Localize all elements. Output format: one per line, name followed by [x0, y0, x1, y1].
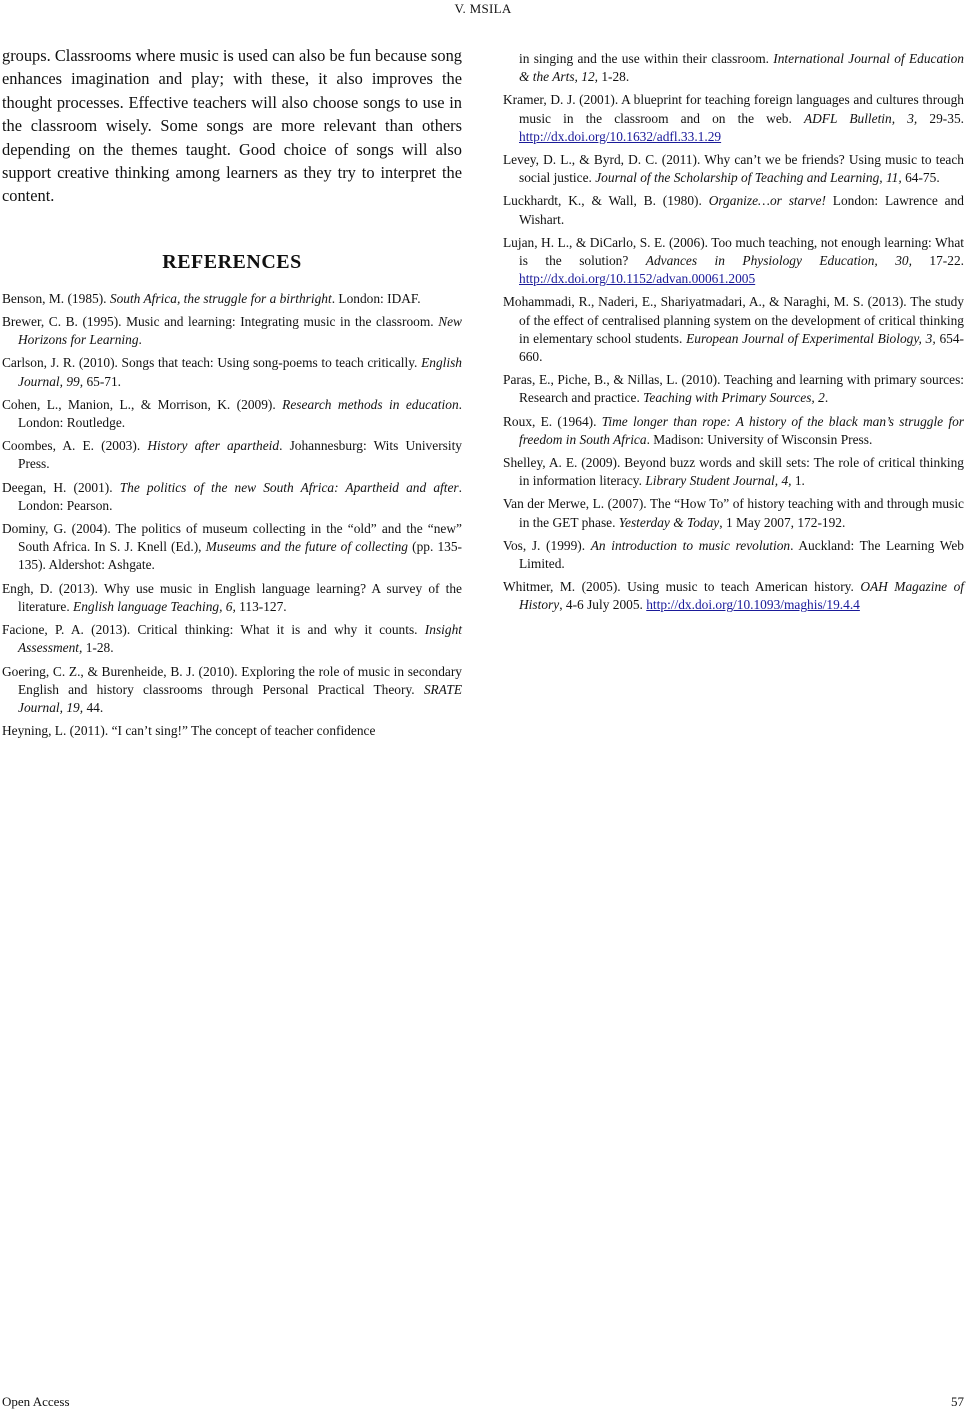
reference-text: Luckhardt, K., & Wall, B. (1980).: [503, 193, 709, 209]
reference-italic: Museums and the future of collecting: [205, 539, 408, 555]
reference-italic: European Journal of Experimental Biology, 3,: [686, 330, 936, 346]
reference-text: .: [824, 390, 829, 406]
doi-link[interactable]: http://dx.doi.org/10.1632/adfl.33.1.29: [519, 128, 722, 144]
reference-text: . London: Routledge.: [18, 396, 462, 431]
reference-text: Kramer, D. J. (2001). A blueprint for teaching foreign languages and cultures through music in the classroom and on the web.: [503, 92, 964, 126]
footer-open-access: Open Access: [2, 1394, 70, 1409]
reference-text: 44.: [83, 699, 104, 715]
reference-entry: [503, 192, 964, 228]
reference-italic: Library Student Journal, 4,: [645, 473, 792, 489]
reference-italic: New Horizons for Learning: [18, 314, 462, 348]
reference-entry: [503, 537, 964, 573]
reference-text: , 4-6 July 2005.: [559, 597, 647, 613]
reference-text: 1-28.: [597, 69, 630, 85]
reference-text: . Johannesburg: Wits University Press.: [18, 438, 462, 472]
reference-entry: [2, 663, 462, 718]
reference-italic: ADFL Bulletin, 3,: [803, 110, 918, 126]
reference-entry: [503, 234, 964, 289]
doi-link[interactable]: http://dx.doi.org/10.1152/advan.00061.2005: [519, 271, 756, 287]
reference-italic: History after apartheid: [147, 438, 280, 454]
reference-italic: English Journal, 99,: [18, 355, 462, 389]
reference-text: 29-35.: [917, 110, 964, 126]
reference-italic: English language Teaching, 6,: [73, 598, 236, 614]
reference-text: 64-75.: [901, 170, 940, 186]
reference-entry: [503, 151, 964, 187]
reference-italic: Yesterday & Today: [618, 514, 720, 530]
reference-text: Carlson, J. R. (2010). Songs that teach: Using song-poems to teach critically.: [2, 355, 422, 371]
reference-italic: Insight Assessment,: [18, 622, 462, 656]
reference-text: Coombes, A. E. (2003).: [2, 438, 148, 454]
reference-entry: [503, 413, 964, 449]
reference-italic: Journal of the Scholarship of Teaching and Learning, 11,: [595, 170, 902, 186]
reference-text: 1-28.: [82, 640, 114, 656]
reference-text: Roux, E. (1964).: [503, 413, 602, 429]
reference-italic: The politics of the new South Africa: Apartheid and after: [119, 479, 459, 495]
reference-text: Heyning, L. (2011). “I can’t sing!” The concept of teacher confidence: [2, 723, 376, 739]
reference-text: 113-127.: [235, 598, 287, 614]
reference-entry: [503, 91, 964, 146]
reference-text: . London: Pearson.: [18, 479, 462, 513]
reference-entry: [2, 313, 462, 349]
page-number: 57: [951, 1394, 964, 1409]
references-list-left: [2, 290, 462, 740]
reference-text: Dominy, G. (2004). The politics of museum collecting in the “old” and the “new” South Africa. In S. J. Knell (Ed.),: [2, 521, 462, 555]
reference-text: Vos, J. (1999).: [503, 537, 591, 553]
references-list-right: [503, 91, 964, 614]
reference-text: Cohen, L., Manion, L., & Morrison, K. (2009).: [2, 396, 283, 412]
reference-entry: [2, 396, 462, 432]
running-head: V. MSILA: [454, 1, 512, 16]
reference-entry: [2, 354, 462, 390]
reference-text: (pp. 135-135). Aldershot: Ashgate.: [18, 539, 462, 573]
reference-text: Shelley, A. E. (2009). Beyond buzz words and skill sets: The role of critical thinking in information literacy.: [503, 455, 964, 489]
reference-text: in singing and the use within their classroom.: [519, 51, 774, 66]
reference-text: Facione, P. A. (2013). Critical thinking: What it is and why it counts.: [2, 622, 425, 638]
reference-italic: OAH Magazine of History: [519, 579, 964, 613]
reference-entry: [2, 479, 462, 515]
body-paragraph: groups. Classrooms where music is used can also be fun because song enhances imagination and play; with these, it also improves the thought processes. Effective teachers will also choose songs to use in the classroom wisely. Some songs are more relevant than others depending on the themes taught. Good choice of songs will also support creative thinking among learners as they try to interpret the content.: [2, 46, 462, 206]
reference-entry: [503, 293, 964, 366]
reference-italic: International Journal of Education & the Arts, 12,: [519, 51, 964, 85]
reference-text: Levey, D. L., & Byrd, D. C. (2011). Why can’t we be friends? Using music to teach social justice.: [503, 152, 964, 186]
reference-continuation: [503, 50, 964, 86]
right-column: [503, 50, 964, 620]
reference-text: 65-71.: [83, 373, 122, 389]
reference-text: Benson, M. (1985).: [2, 290, 110, 306]
reference-italic: An introduction to music revolution: [590, 537, 791, 553]
reference-text: Brewer, C. B. (1995). Music and learning: Integrating music in the classroom.: [2, 314, 439, 330]
reference-entry: [2, 520, 462, 575]
reference-entry: [503, 495, 964, 531]
reference-text: . London: IDAF.: [331, 290, 421, 306]
reference-text: . Madison: University of Wisconsin Press.: [646, 431, 873, 447]
reference-text: Mohammadi, R., Naderi, E., Shariyatmadari, A., & Naraghi, M. S. (2013). The study of the effect of centralised planning system on the development of critical thinking in elementary school students.: [503, 294, 964, 346]
reference-text: 17-22.: [911, 253, 964, 269]
reference-text: , 1 May 2007, 172-192.: [719, 514, 846, 530]
doi-link[interactable]: http://dx.doi.org/10.1093/maghis/19.4.4: [646, 597, 860, 613]
reference-text: London: Lawrence and Wishart.: [519, 193, 964, 227]
reference-text: 654-660.: [519, 330, 964, 365]
reference-italic: South Africa, the struggle for a birthright: [109, 290, 332, 306]
reference-text: Engh, D. (2013). Why use music in English language learning? A survey of the literature.: [2, 580, 462, 614]
reference-text: Whitmer, M. (2005). Using music to teach American history.: [503, 579, 861, 595]
reference-entry: [2, 621, 462, 657]
reference-entry: [2, 437, 462, 473]
reference-text: . Auckland: The Learning Web Limited.: [519, 537, 964, 572]
reference-italic: Time longer than rope: A history of the black man’s struggle for freedom in South Africa: [519, 413, 964, 447]
reference-italic: Research methods in education: [282, 396, 459, 412]
references-heading: REFERENCES: [162, 250, 302, 273]
reference-italic: Teaching with Primary Sources, 2: [643, 390, 825, 406]
reference-entry: [503, 578, 964, 614]
reference-entry: [2, 580, 462, 616]
left-column: [2, 44, 462, 745]
reference-entry: [2, 290, 462, 308]
reference-text: Van der Merwe, L. (2007). The “How To” of history teaching with and through music in the GET phase.: [503, 496, 964, 530]
reference-text: 1.: [791, 473, 805, 489]
reference-text: Goering, C. Z., & Burenheide, B. J. (2010). Exploring the role of music in secondary English and history classrooms through Personal Practical Theory.: [2, 663, 462, 697]
reference-text: .: [138, 332, 142, 348]
reference-entry: [2, 722, 462, 740]
reference-entry: [503, 454, 964, 490]
reference-entry: [503, 371, 964, 407]
reference-text: Deegan, H. (2001).: [2, 479, 120, 495]
reference-text: Lujan, H. L., & DiCarlo, S. E. (2006). Too much teaching, not enough learning: What is the solution?: [503, 234, 964, 269]
reference-italic: Organize…or starve!: [708, 193, 826, 209]
reference-italic: SRATE Journal, 19,: [18, 681, 462, 715]
reference-italic: Advances in Physiology Education, 30,: [645, 253, 912, 269]
reference-text: Paras, E., Piche, B., & Nillas, L. (2010). Teaching and learning with primary sources: Research and practice.: [503, 372, 964, 406]
